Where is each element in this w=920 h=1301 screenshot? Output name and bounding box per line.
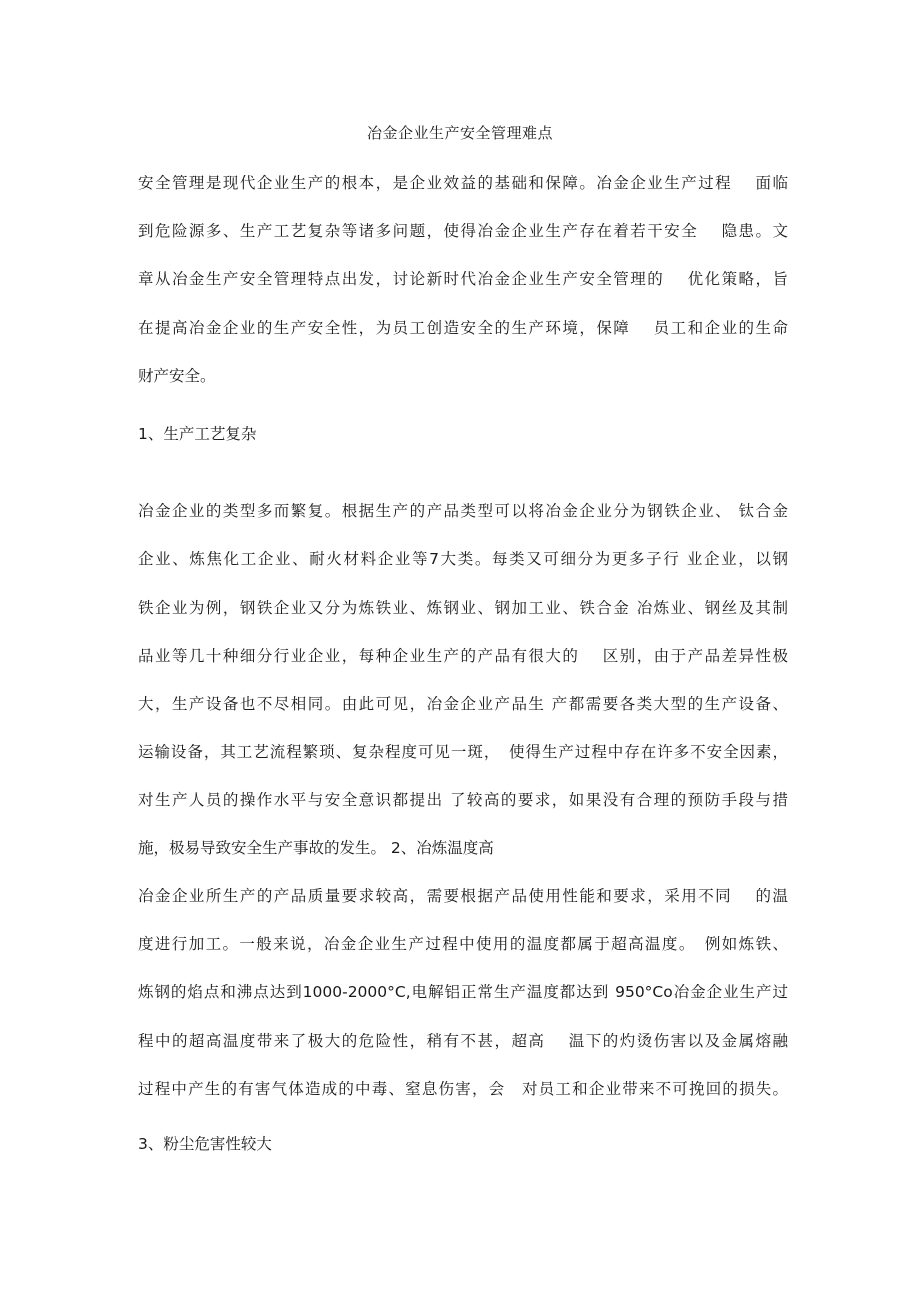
section1-line: 运输设备，其工艺流程繁琐、复杂程度可见一斑， 使得生产过程中存在许多不安全因素， [138, 743, 788, 761]
section1-line: 企业、炼焦化工企业、耐火材料企业等7大类。每类又可细分为更多子行 业企业，以钢 [138, 550, 788, 568]
intro-line: 安全管理是现代企业生产的根本，是企业效益的基础和保障。冶金企业生产过程 面临 [138, 174, 788, 192]
intro-line: 财产安全。 [138, 367, 216, 385]
section1-line: 对生产人员的操作水平与安全意识都提出 了较高的要求，如果没有合理的预防手段与措 [138, 791, 788, 809]
section1-line: 大，生产设备也不尽相同。由此可见，冶金企业产品生 产都需要各类大型的生产设备、 [138, 695, 788, 713]
intro-line: 在提高冶金企业的生产安全性，为员工创造安全的生产环境，保障 员工和企业的生命 [138, 319, 788, 337]
section1-line: 品业等几十种细分行业企业，每种企业生产的产品有很大的 区别，由于产品差异性极 [138, 647, 788, 665]
section2-line: 程中的超高温度带来了极大的危险性，稍有不甚，超高 温下的灼烫伤害以及金属熔融 [138, 1032, 788, 1050]
section1-line: 冶金企业的类型多而繁复。根据生产的产品类型可以将冶金企业分为钢铁企业、 钛合金 [138, 502, 788, 520]
intro-line: 到危险源多、生产工艺复杂等诸多问题，使得冶金企业生产存在着若干安全 隐患。文 [138, 222, 788, 240]
section1-line: 铁企业为例，钢铁企业又分为炼铁业、炼钢业、钢加工业、铁合金 冶炼业、钢丝及其制 [138, 599, 788, 617]
intro-line: 章从冶金生产安全管理特点出发，讨论新时代冶金企业生产安全管理的 优化策略，旨 [138, 270, 788, 288]
section2-line: 度进行加工。一般来说，冶金企业生产过程中使用的温度都属于超高温度。 例如炼铁、 [138, 935, 788, 953]
section1-line: 施，极易导致安全生产事故的发生。 2、冶炼温度高 [138, 839, 494, 857]
section2-line: 炼钢的焰点和沸点达到1000-2000°C,电解铝正常生产温度都达到 950°Co冶金企业生产过 [138, 983, 788, 1001]
section2-line: 冶金企业所生产的产品质量要求较高，需要根据产品使用性能和要求，采用不同 的温 [138, 887, 788, 905]
section-heading-3: 3、粉尘危害性较大 [138, 1135, 272, 1153]
section-heading-1: 1、生产工艺复杂 [138, 425, 257, 443]
page-title: 冶金企业生产安全管理难点 [366, 124, 553, 142]
section2-line: 过程中产生的有害气体造成的中毒、窒息伤害，会 对员工和企业带来不可挽回的损失。 [138, 1080, 788, 1098]
